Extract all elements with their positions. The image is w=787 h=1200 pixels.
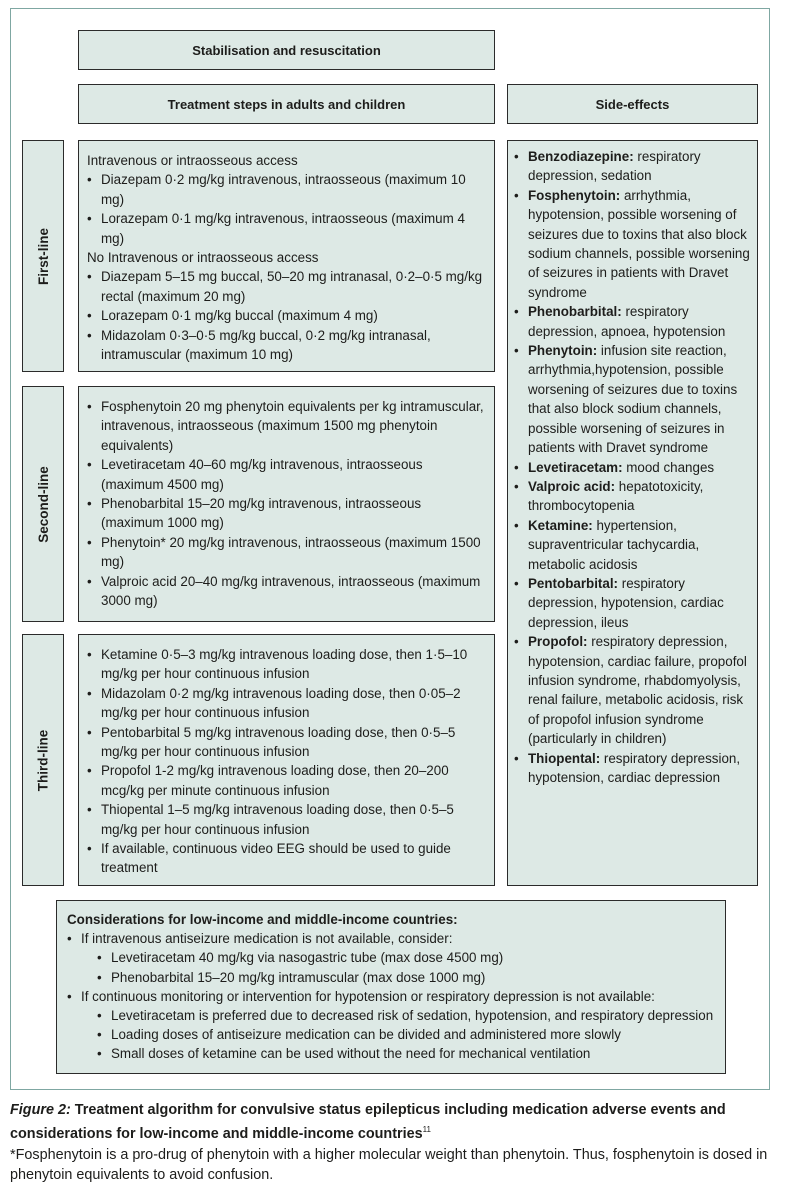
second-line-list: [87, 397, 486, 610]
third-line-list: [87, 645, 486, 878]
stabilisation-header-text: Stabilisation and resuscitation: [192, 42, 381, 58]
third-line-drug-item: • Ketamine 0·5–3 mg/kg intravenous loading dose, then 1·5–10 mg/kg per hour continuous infusion: [87, 645, 486, 684]
consideration-subitem: • Phenobarbital 15–20 mg/kg intramuscular (max dose 1000 mg): [67, 968, 715, 987]
consideration-subitem: • Levetiracetam is preferred due to decreased risk of sedation, hypotension, and respiratory depression: [67, 1006, 715, 1025]
first-line-drug-item: • Midazolam 0·3–0·5 mg/kg buccal, 0·2 mg/kg intranasal, intramuscular (maximum 10 mg): [87, 326, 486, 365]
side-effect-item: [514, 516, 751, 574]
treatment-steps-header-text: Treatment steps in adults and children: [167, 96, 406, 112]
consideration-subitem: • Loading doses of antiseizure medication can be divided and administered more slowly: [67, 1025, 715, 1044]
side-effect-item: [514, 632, 751, 748]
side-effect-text: respiratory depression, hypotension, cardiac depression, ileus: [528, 575, 724, 630]
considerations-title: Considerations for low-income and middle-income countries:: [67, 912, 458, 927]
first-line-box: [78, 140, 495, 372]
first-line-drug-item: • Diazepam 0·2 mg/kg intravenous, intraosseous (maximum 10 mg): [87, 170, 486, 209]
first-line-drug-item: • Diazepam 5–15 mg buccal, 50–20 mg intranasal, 0·2–0·5 mg/kg rectal (maximum 20 mg): [87, 267, 486, 306]
third-line-drug-item: • Pentobarbital 5 mg/kg intravenous loading dose, then 0·5–5 mg/kg per hour continuous infusion: [87, 723, 486, 762]
side-effect-drug: Benzodiazepine:: [528, 149, 634, 164]
side-effect-text: respiratory depression, apnoea, hypotension: [528, 304, 726, 339]
side-effect-item: [514, 574, 751, 632]
second-line-drug-item: • Fosphenytoin 20 mg phenytoin equivalents per kg intramuscular, intravenous, intraosseous (maximum 1500 mg phenytoin equivalents): [87, 397, 486, 455]
third-line-label: Third-line: [35, 729, 51, 791]
third-line-drug-item: • Thiopental 1–5 mg/kg intravenous loading dose, then 0·5–5 mg/kg per hour continuous infusion: [87, 800, 486, 839]
side-effect-drug: Pentobarbital:: [528, 575, 619, 591]
caption-note: *Fosphenytoin is a pro-drug of phenytoin with a higher molecular weight than phenytoin. Thus, fosphenytoin is dosed in phenytoin equivalents to avoid confusion.: [10, 1146, 768, 1184]
side-effects-box: [507, 140, 758, 886]
first-line-drug-item: • Lorazepam 0·1 mg/kg intravenous, intraosseous (maximum 4 mg): [87, 209, 486, 248]
second-line-drug-item: • Levetiracetam 40–60 mg/kg intravenous, intraosseous (maximum 4500 mg): [87, 455, 486, 494]
side-effect-text: respiratory depression, hypotension, cardiac failure, propofol infusion syndrome, rhabdomyolysis, renal failure, metabolic acidosis, risk of propofol infusion syndrome (particularly in children): [528, 634, 747, 747]
side-effects-list: [514, 147, 751, 787]
side-effect-item: [514, 186, 751, 302]
side-effect-text: respiratory depression, sedation: [528, 149, 701, 184]
first-line-label-box: [22, 140, 64, 372]
first-line-drug-item: • Lorazepam 0·1 mg/kg buccal (maximum 4 mg): [87, 306, 486, 325]
second-line-drug-item: • Valproic acid 20–40 mg/kg intravenous, intraosseous (maximum 3000 mg): [87, 572, 486, 611]
third-line-label-box: [22, 634, 64, 886]
second-line-drug-item: • Phenytoin* 20 mg/kg intravenous, intraosseous (maximum 1500 mg): [87, 533, 486, 572]
third-line-drug-item: • If available, continuous video EEG should be used to guide treatment: [87, 839, 486, 878]
third-line-box: [78, 634, 495, 886]
side-effect-item: [514, 458, 751, 477]
first-line-label: First-line: [35, 227, 51, 285]
second-line-drug-item: • Phenobarbital 15–20 mg/kg intravenous, intraosseous (maximum 1000 mg): [87, 494, 486, 533]
stabilisation-header: [78, 30, 495, 70]
side-effect-item: [514, 341, 751, 457]
first-line-route-heading: No Intravenous or intraosseous access: [87, 250, 319, 266]
figure-caption: [10, 1100, 780, 1185]
side-effects-header: [507, 84, 758, 124]
considerations-list: [67, 929, 715, 1063]
consideration-item: • If intravenous antiseizure medication is not available, consider:: [67, 929, 715, 948]
side-effect-drug: Propofol:: [528, 634, 588, 650]
side-effects-header-text: Side-effects: [595, 96, 670, 112]
side-effect-text: hepatotoxicity, thrombocytopenia: [528, 478, 704, 514]
second-line-label-box: [22, 386, 64, 622]
second-line-label: Second-line: [35, 465, 51, 543]
consideration-subitem: • Levetiracetam 40 mg/kg via nasogastric tube (max dose 4500 mg): [67, 948, 715, 967]
side-effect-item: [514, 147, 751, 186]
side-effect-text: infusion site reaction, arrhythmia,hypotension, possible worsening of seizures due to toxins that also block sodium channels, possible worsening of seizures in patients with Dravet syndrome: [528, 343, 738, 456]
figure-label: Figure 2:: [10, 1102, 71, 1118]
side-effect-drug: Fosphenytoin:: [528, 187, 621, 203]
side-effect-drug: Levetiracetam:: [528, 459, 623, 475]
treatment-steps-header: [78, 84, 495, 124]
side-effect-drug: Ketamine:: [528, 517, 593, 533]
first-line-list: [87, 151, 486, 364]
considerations-box: [56, 900, 726, 1074]
side-effect-item: [514, 302, 751, 341]
first-line-route-heading: Intravenous or intraosseous access: [87, 153, 298, 168]
consideration-item: • If continuous monitoring or intervention for hypotension or respiratory depression is not available:: [67, 987, 715, 1006]
third-line-drug-item: • Propofol 1-2 mg/kg intravenous loading dose, then 20–200 mcg/kg per minute continuous infusion: [87, 761, 486, 800]
side-effect-item: [514, 749, 751, 788]
side-effect-text: mood changes: [622, 459, 715, 475]
side-effect-text: hypertension, supraventricular tachycardia, metabolic acidosis: [528, 517, 700, 572]
side-effect-drug: Valproic acid:: [528, 478, 616, 494]
reference-number: 11: [422, 1125, 431, 1135]
side-effect-drug: Thiopental:: [528, 750, 601, 766]
third-line-drug-item: • Midazolam 0·2 mg/kg intravenous loading dose, then 0·05–2 mg/kg per hour continuous infusion: [87, 684, 486, 723]
side-effect-text: respiratory depression, hypotension, cardiac depression: [528, 750, 741, 785]
side-effect-drug: Phenobarbital:: [528, 304, 622, 320]
consideration-subitem: • Small doses of ketamine can be used without the need for mechanical ventilation: [67, 1044, 715, 1063]
second-line-box: [78, 386, 495, 622]
side-effect-drug: Phenytoin:: [528, 343, 598, 359]
caption-title: [10, 1100, 780, 1145]
figure-title: Treatment algorithm for convulsive status epilepticus including medication adverse events and considerations for low-income and middle-income countries: [10, 1102, 726, 1143]
side-effect-text: arrhythmia, hypotension, possible worsening of seizures due to toxins that also block sodium channels, possible worsening of seizures in patients with Dravet syndrome: [528, 187, 750, 300]
side-effect-item: [514, 477, 751, 516]
